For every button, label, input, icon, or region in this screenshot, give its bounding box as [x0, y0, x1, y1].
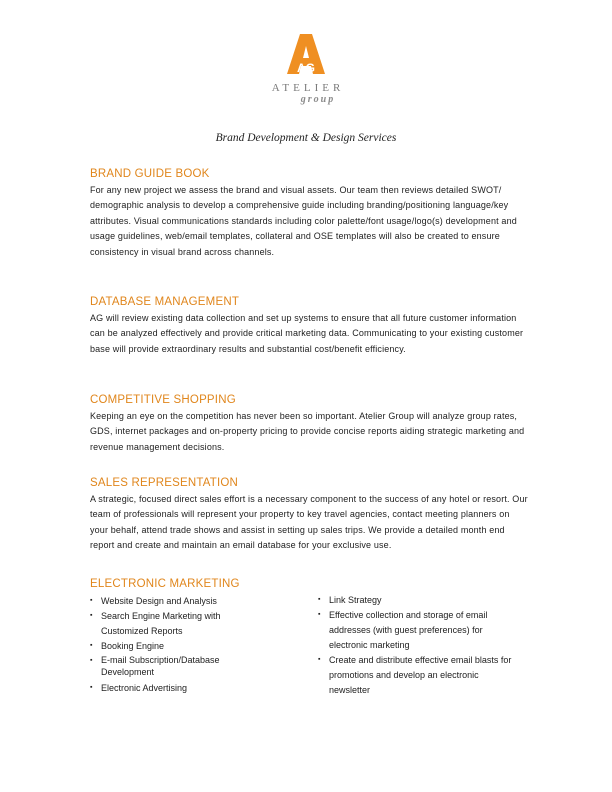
- logo-tagline: group: [300, 94, 336, 105]
- bullet-icon: ▪: [90, 657, 93, 664]
- list-item: ▪ E-mail Subscription/Database Development: [90, 655, 220, 677]
- section-brand-guide-book: [90, 167, 530, 260]
- section-heading: ELECTRONIC MARKETING: [90, 578, 240, 590]
- list-item: ▪ Electronic Advertising: [90, 683, 188, 693]
- bullet-icon: ▪: [90, 642, 93, 649]
- bullet-icon: ▪: [90, 612, 93, 619]
- section-competitive-shopping: [90, 393, 530, 455]
- list-item: ▪ Search Engine Marketing with Customized Reports: [90, 611, 221, 636]
- section-heading: SALES REPRESENTATION: [90, 477, 238, 489]
- logo-monogram: AG: [297, 61, 315, 74]
- section-electronic-marketing: [90, 577, 530, 591]
- list-item: ▪ Create and distribute effective email blasts for promotions and develop an electronic newsletter: [318, 655, 512, 695]
- bullet-icon: ▪: [318, 656, 321, 663]
- bullet-icon: ▪: [318, 596, 321, 603]
- list-item: ▪ Link Strategy: [318, 595, 382, 605]
- electronic-marketing-list-left: [90, 594, 255, 696]
- company-logo: [268, 34, 348, 114]
- bullet-icon: ▪: [318, 611, 321, 618]
- list-item: ▪ Website Design and Analysis: [90, 596, 217, 606]
- list-item: ▪ Effective collection and storage of email addresses (with guest preferences) for electronic marketing: [318, 610, 488, 650]
- section-body: A strategic, focused direct sales effort is a necessary component to the success of any hotel or resort. Our team of professionals will represent your property to key travel agencies, contact meeting planners on your behalf, attend trade shows and assist in setting up sales trips. We provide a detailed month end report and create and maintain an email database for your exclusive use.: [90, 494, 528, 551]
- section-body: For any new project we assess the brand and visual assets. Our team then reviews detailed SWOT/ demographic analysis to develop a comprehensive guide including branding/positioning language/key attributes. Visual communications standards including color palette/font usage/logo(s) development and usage guidelines, web/email templates, collateral and OSE templates will also be created to ensure consistency in visual brand across channels.: [90, 185, 517, 257]
- list-item: ▪ Booking Engine: [90, 641, 165, 651]
- section-heading: BRAND GUIDE BOOK: [90, 168, 210, 180]
- section-sales-representation: [90, 476, 530, 554]
- section-body: AG will review existing data collection and set up systems to ensure that all future customer information can be analyzed effectively and provide critical marketing data. Communicating to your existing customer base will provide extraordinary results and substantial cost/benefit efficiency.: [90, 313, 524, 354]
- section-heading: DATABASE MANAGEMENT: [90, 296, 240, 308]
- ag-logo-mark-icon: [287, 34, 325, 74]
- section-heading: COMPETITIVE SHOPPING: [90, 394, 236, 406]
- section-body: Keeping an eye on the competition has never been so important. Atelier Group will analyze group rates, GDS, internet packages and on-property pricing to provide concise reports aiding strategic marketing and revenue management decisions.: [90, 411, 525, 452]
- electronic-marketing-list-right: [318, 593, 513, 698]
- bullet-icon: ▪: [90, 684, 93, 691]
- bullet-icon: ▪: [90, 597, 93, 604]
- section-database-management: [90, 295, 530, 357]
- document-title: Brand Development & Design Services: [215, 132, 397, 144]
- logo-wordmark: ATELIER: [271, 82, 345, 94]
